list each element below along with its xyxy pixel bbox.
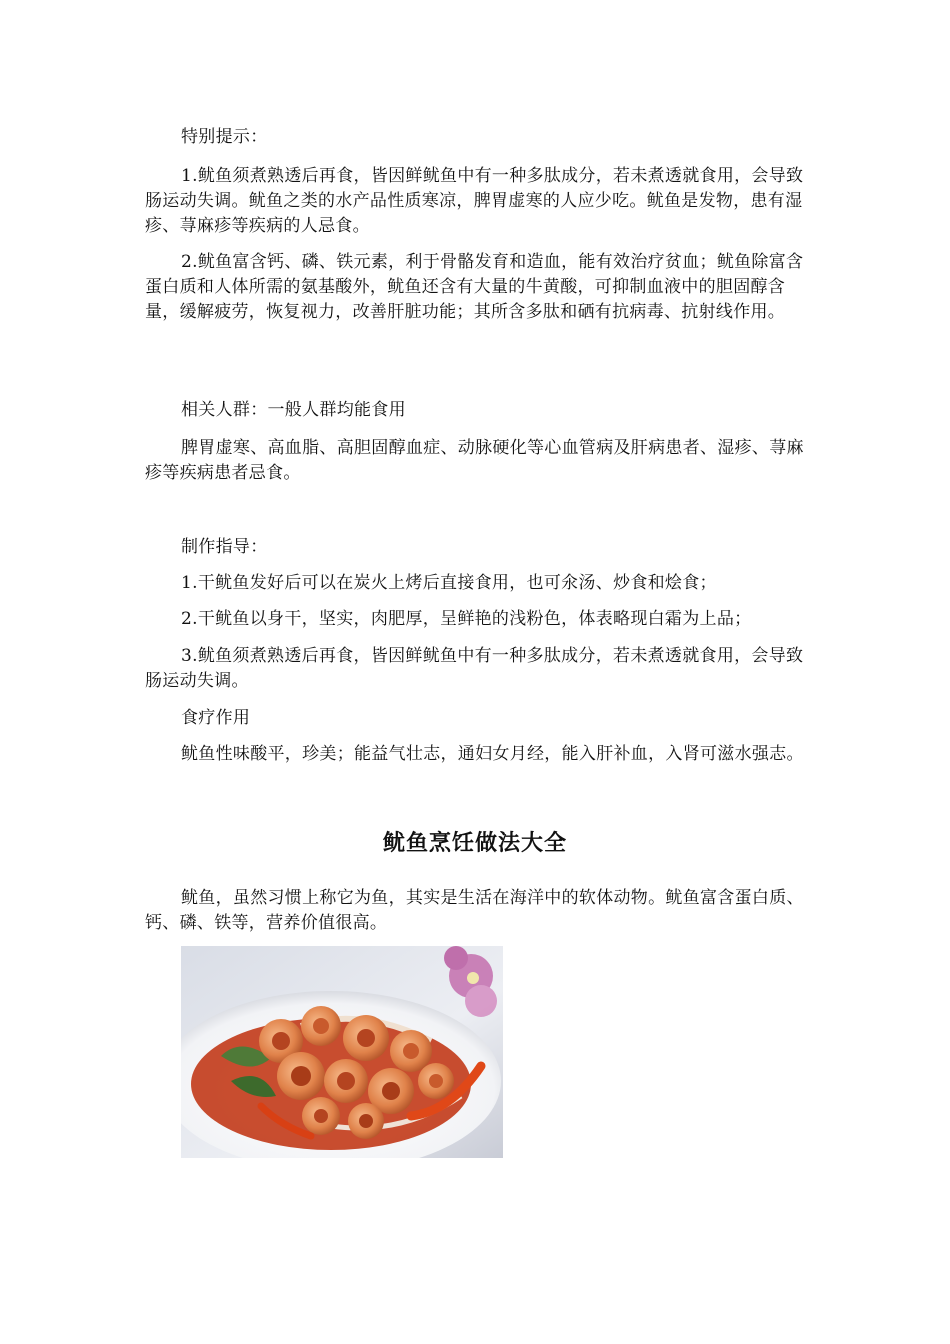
people-heading: 相关人群：一般人群均能食用 bbox=[181, 400, 406, 420]
tips-heading: 特别提示： bbox=[181, 127, 268, 147]
tips-item-1: 1.鱿鱼须煮熟透后再食，皆因鲜鱿鱼中有一种多肽成分，若未煮透就食用，会导致肠运动失调。鱿鱼之类的水产品性质寒凉，脾胃虚寒的人应少吃。鱿鱼是发物，患有湿疹、荨麻疹等疾病的人忌食。 bbox=[145, 166, 804, 236]
guide-item-1: 1.干鱿鱼发好后可以在炭火上烤后直接食用，也可氽汤、炒食和烩食； bbox=[181, 573, 717, 593]
therapy-heading: 食疗作用 bbox=[181, 708, 251, 728]
recipes-intro: 鱿鱼，虽然习惯上称它为鱼，其实是生活在海洋中的软体动物。鱿鱼富含蛋白质、钙、磷、铁等，营养价值很高。 bbox=[145, 888, 804, 933]
people-text: 脾胃虚寒、高血脂、高胆固醇血症、动脉硬化等心血管病及肝病患者、湿疹、荨麻疹等疾病患者忌食。 bbox=[145, 438, 804, 483]
guide-item-2: 2.干鱿鱼以身干，坚实，肉肥厚，呈鲜艳的浅粉色，体表略现白霜为上品； bbox=[181, 609, 752, 629]
guide-item-3: 3.鱿鱼须煮熟透后再食，皆因鲜鱿鱼中有一种多肽成分，若未煮透就食用，会导致肠运动失调。 bbox=[145, 646, 804, 691]
guide-heading: 制作指导： bbox=[181, 537, 268, 557]
squid-dish-photo bbox=[181, 946, 503, 1158]
therapy-text: 鱿鱼性味酸平，珍美；能益气壮志，通妇女月经，能入肝补血，入肾可滋水强志。 bbox=[181, 744, 804, 764]
tips-item-2: 2.鱿鱼富含钙、磷、铁元素，利于骨骼发育和造血，能有效治疗贫血；鱿鱼除富含蛋白质和人体所需的氨基酸外，鱿鱼还含有大量的牛黄酸，可抑制血液中的胆固醇含量，缓解疲劳，恢复视力，改善肝脏功能；其所含多肽和硒有抗病毒、抗射线作用。 bbox=[145, 252, 804, 322]
recipes-title: 鱿鱼烹饪做法大全 bbox=[382, 831, 567, 856]
